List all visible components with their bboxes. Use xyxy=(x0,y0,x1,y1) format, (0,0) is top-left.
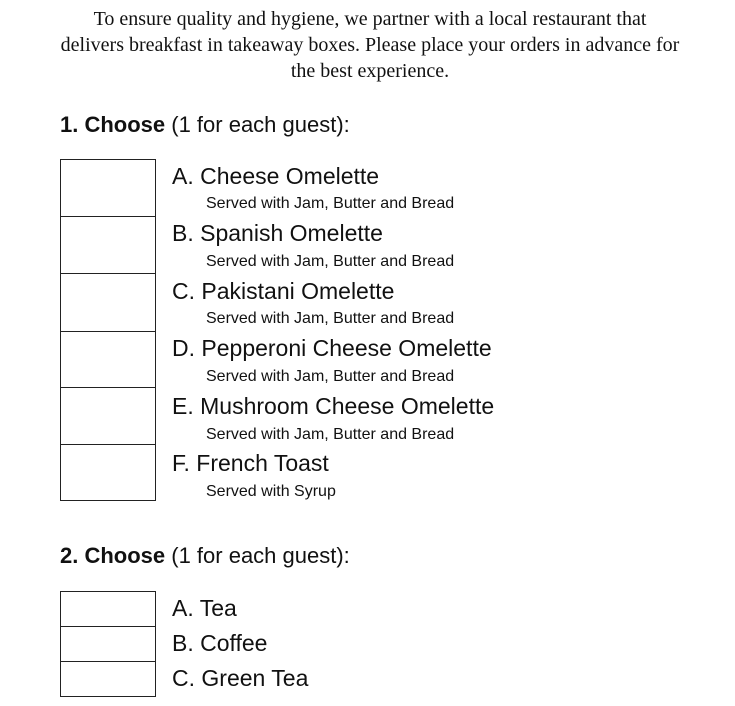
section-1-heading-number: 1. Choose xyxy=(60,112,166,137)
option-label: B. Coffee xyxy=(172,630,268,656)
option-description: Served with Jam, Butter and Bread xyxy=(206,368,455,385)
option-description: Served with Syrup xyxy=(206,483,336,500)
option-label: F. French Toast xyxy=(172,450,329,476)
option-description: Served with Jam, Butter and Bread xyxy=(206,253,455,270)
option-label: D. Pepperoni Cheese Omelette xyxy=(172,335,492,361)
section-2-heading xyxy=(60,542,350,570)
checkbox-green-tea[interactable] xyxy=(60,661,156,697)
intro-text: To ensure quality and hygiene, we partner with a local restaurant that delivers breakfast in takeaway boxes. Please place your orders in advance for the best experience. xyxy=(60,8,680,82)
option-label: E. Mushroom Cheese Omelette xyxy=(172,393,495,419)
option-description: Served with Jam, Butter and Bread xyxy=(206,195,455,212)
checkbox-tea[interactable] xyxy=(60,591,156,627)
section-1-heading xyxy=(60,111,350,139)
section-2-heading-text: (1 for each guest): xyxy=(165,543,350,568)
option-label: A. Tea xyxy=(172,595,237,621)
checkbox-spanish-omelette[interactable] xyxy=(60,216,156,274)
section-2-heading-number: 2. Choose xyxy=(60,543,166,568)
checkbox-mushroom-cheese-omelette[interactable] xyxy=(60,387,156,445)
option-label: A. Cheese Omelette xyxy=(172,163,380,189)
option-description: Served with Jam, Butter and Bread xyxy=(206,426,455,443)
section-1-heading-text: (1 for each guest): xyxy=(165,112,350,137)
option-label: C. Green Tea xyxy=(172,665,309,691)
checkbox-french-toast[interactable] xyxy=(60,444,156,501)
option-description: Served with Jam, Butter and Bread xyxy=(206,310,455,327)
checkbox-cheese-omelette[interactable] xyxy=(60,159,156,217)
option-label: B. Spanish Omelette xyxy=(172,220,383,246)
option-label: C. Pakistani Omelette xyxy=(172,278,395,304)
checkbox-coffee[interactable] xyxy=(60,626,156,662)
checkbox-pakistani-omelette[interactable] xyxy=(60,273,156,332)
checkbox-pepperoni-cheese-omelette[interactable] xyxy=(60,331,156,388)
